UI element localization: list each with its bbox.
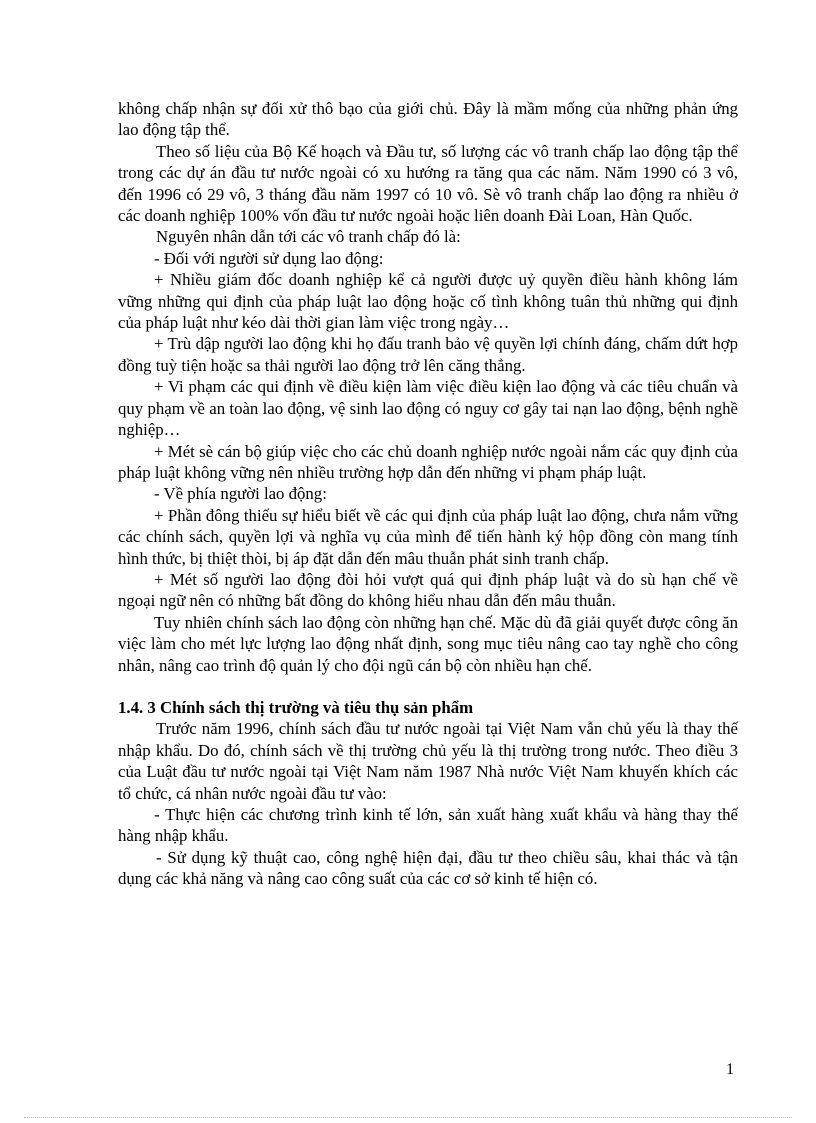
list-heading-employers: - Đối với người sử dụng lao động:: [154, 248, 384, 268]
list-heading-workers: - Về phía người lao động:: [154, 484, 327, 504]
list-item-employer-4: + Mét sè cán bộ giúp việc cho các chủ doanh nghiệp nước ngoài nắm các quy định của pháp luật không vững nên nhiều trường hợp dẫn đến những vi phạm pháp luật.: [118, 441, 738, 482]
list-item-employer-1: + Nhiều giám đốc doanh nghiệp kể cả người được uỷ quyền điều hành không lám vững những qui định của pháp luật lao động hoặc cố tình không tuân thủ những qui định của pháp luật như kéo dài thời gian làm việc trong ngày…: [118, 270, 738, 333]
page-number: 1: [726, 1061, 734, 1078]
page-bottom-divider: [24, 1117, 792, 1118]
section-heading: 1.4. 3 Chính sách thị trường và tiêu thụ sản phẩm: [118, 697, 474, 717]
paragraph-continuation: không chấp nhận sự đối xử thô bạo của giới chủ. Đây là mầm mống của những phản ứng lao động tập thể.: [118, 99, 738, 140]
list-item-investment-1: - Thực hiện các chương trình kinh tế lớn, sản xuất hàng xuất khẩu và hàng thay thế hàng nhập khẩu.: [118, 805, 738, 846]
list-item-worker-1: + Phần đông thiếu sự hiểu biết về các qui định của pháp luật lao động, chưa nắm vững các chính sách, quyền lợi và nghĩa vụ của mình để tiến hành ký hộp đồng còn mang tính hình thức, bị thiệt thòi, bị áp đặt dẫn đến mâu thuẫn phát sinh tranh chấp.: [118, 505, 738, 568]
list-item-employer-3: + Vi phạm các qui định về điều kiện làm việc điều kiện lao động và các tiêu chuẩn và quy phạm về an toàn lao động, vệ sinh lao động có nguy cơ gây tai nạn lao động, bệnh nghề nghiệp…: [118, 377, 738, 440]
paragraph-causes-intro: Nguyên nhân dẫn tới các vô tranh chấp đó là:: [156, 227, 461, 247]
paragraph-statistics: Theo số liệu của Bộ Kế hoạch và Đầu tư, số lượng các vô tranh chấp lao động tập thể trong các dự án đầu tư nước ngoài có xu hướng ra tăng qua các năm. Năm 1990 có 3 vô, đến 1996 có 29 vô, 3 tháng đầu năm 1997 có 10 vô. Sè vô tranh chấp lao động ra nhiều ở các doanh nghiệp 100% vốn đầu tư nước ngoài hoặc liên doanh Đài Loan, Hàn Quốc.: [118, 141, 738, 226]
paragraph-limitations: Tuy nhiên chính sách lao động còn những hạn chế. Mặc dù đã giải quyết được công ăn việc làm cho mét lực lượng lao động nhất định, song mục tiêu nâng cao tay nghề cho công nhân, nâng cao trình độ quản lý cho đội ngũ cán bộ còn nhiều hạn chế.: [118, 612, 738, 675]
list-item-employer-2: + Trù dập người lao động khi họ đấu tranh bảo vệ quyền lợi chính đáng, chấm dứt hợp đồng tuỳ tiện hoặc sa thải người lao động trở lên căng thẳng.: [118, 334, 738, 375]
document-body: [118, 98, 738, 890]
paragraph-market-policy: Trước năm 1996, chính sách đầu tư nước ngoài tại Việt Nam vẫn chủ yếu là thay thế nhập khẩu. Do đó, chính sách về thị trường chủ yếu là thị trường trong nước. Theo điều 3 của Luật đầu tư nước ngoài tại Việt Nam năm 1987 Nhà nước Việt Nam khuyến khích các tổ chức, cá nhân nước ngoài đầu tư vào:: [118, 719, 738, 803]
list-item-worker-2: + Mét số người lao động đòi hỏi vượt quá qui định pháp luật và do sù hạn chế về ngoại ngữ nên có những bất đồng do không hiểu nhau dẫn đến mâu thuẫn.: [118, 569, 738, 611]
list-item-investment-2: - Sử dụng kỹ thuật cao, công nghệ hiện đại, đầu tư theo chiều sâu, khai thác và tận dụng các khả năng và nâng cao công suất của các cơ sở kinh tế hiện có.: [118, 847, 738, 889]
